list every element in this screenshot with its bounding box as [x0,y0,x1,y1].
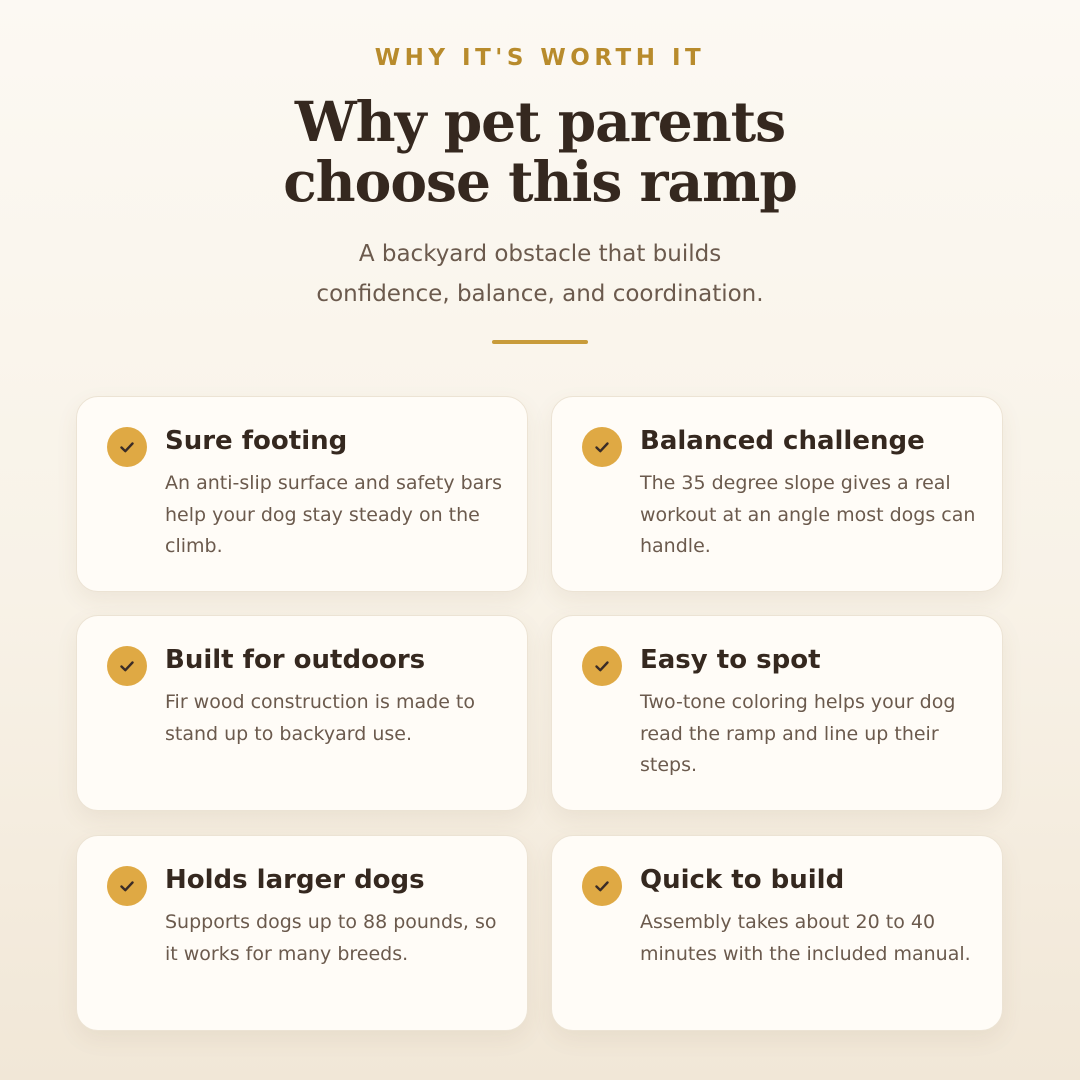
benefit-card-quick-to-build [551,835,1003,1031]
benefit-title: Balanced challenge [640,426,925,456]
benefit-title: Sure footing [165,426,348,456]
page-subtitle [0,234,1080,314]
title-line-1: Why pet parents [294,89,786,154]
check-icon [107,866,147,906]
benefit-card-sure-footing [76,396,528,592]
benefit-card-built-for-outdoors [76,615,528,811]
benefit-title: Holds larger dogs [165,865,425,895]
benefit-description: Fir wood construction is made to stand up to backyard use. [165,691,475,745]
benefit-description: Assembly takes about 20 to 40 minutes with the included manual. [640,911,971,965]
benefit-card-easy-to-spot [551,615,1003,811]
benefit-description: Supports dogs up to 88 pounds, so it works for many breeds. [165,911,497,965]
page-title [0,89,1080,214]
check-icon [107,646,147,686]
benefit-description: An anti-slip surface and safety bars help your dog stay steady on the climb. [165,472,503,557]
subtitle-line-1: A backyard obstacle that builds [358,241,722,267]
check-icon [107,427,147,467]
subtitle-line-2: confidence, balance, and coordination. [316,281,764,307]
eyebrow-label: WHY IT'S WORTH IT [374,45,706,71]
benefit-title: Built for outdoors [165,645,426,675]
benefit-card-balanced-challenge [551,396,1003,592]
benefit-title: Easy to spot [640,645,821,675]
benefit-description: The 35 degree slope gives a real workout at an angle most dogs can handle. [640,472,976,557]
benefit-card-holds-larger-dogs [76,835,528,1031]
title-line-2: choose this ramp [283,149,797,214]
check-icon [582,427,622,467]
check-icon [582,646,622,686]
benefit-title: Quick to build [640,865,845,895]
benefit-description: Two-tone coloring helps your dog read the ramp and line up their steps. [640,691,956,776]
accent-divider [492,340,588,344]
check-icon [582,866,622,906]
